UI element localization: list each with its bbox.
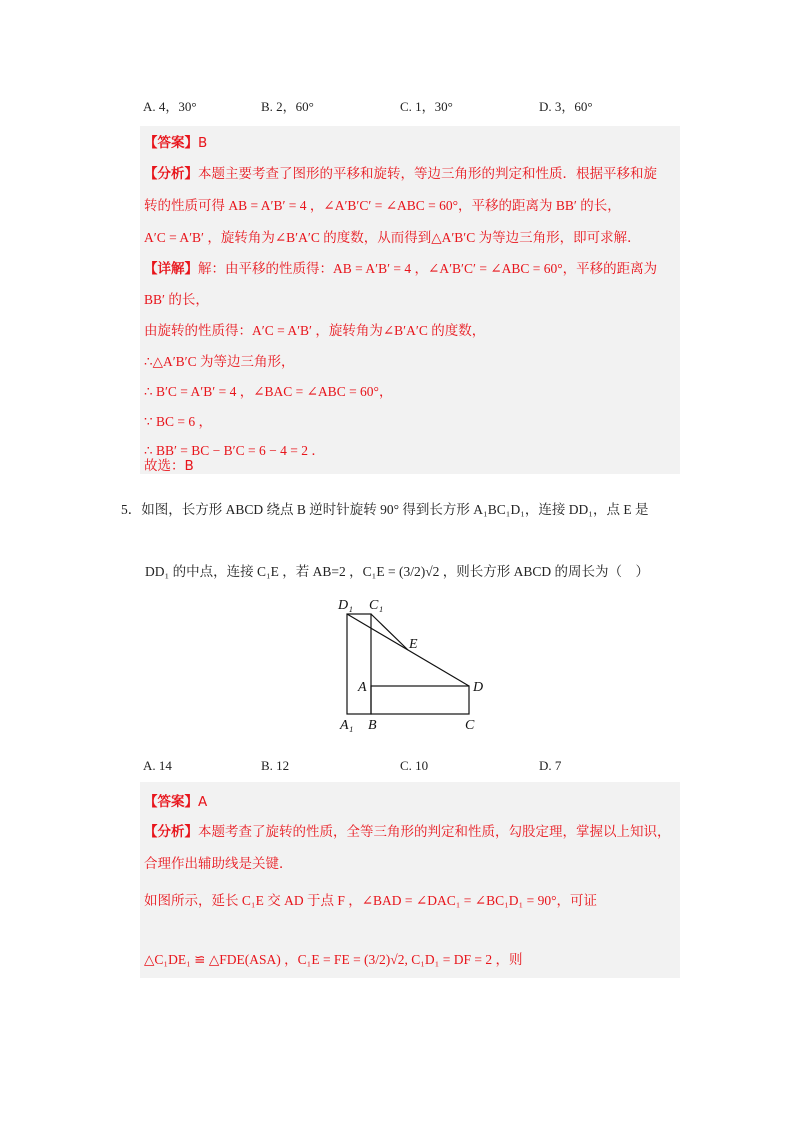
q4-option-b: B. 2，60° [261,99,314,114]
label-d: D [473,680,484,695]
q5-option-a: A. 14 [143,758,172,773]
rect-a1bc1d1 [347,614,371,714]
q4-choice: 故选：B [144,458,194,474]
q4-option-c: C. 1，30° [400,99,453,114]
q4-detail-line-7: ∴ BB′ = BC − B′C = 6 − 4 = 2 ． [144,443,325,458]
q4-detail-line-5: ∴ B′C = A′B′ = 4 ，∠BAC = ∠ABC = 60°， [144,384,393,399]
q4-detail-line-2: BB′ 的长， [144,292,209,307]
label-b: B [368,718,377,733]
q5-answer: 【答案】A [144,794,208,810]
q5-option-b: B. 12 [261,758,290,773]
q5-option-d: D. 7 [539,758,562,773]
q4-option-a: A. 4，30° [143,99,197,114]
label-c: C [465,718,475,733]
q4-analysis-line-2: 转的性质可得 AB = A′B′ = 4 ，∠A′B′C′ = ∠ABC = 60°，平移的距离为 BB′ 的长， [144,198,621,213]
q4-option-d: D. 3，60° [539,99,593,114]
rect-abcd [371,686,469,714]
q4-detail-line-1: 【详解】解：由平移的性质得：AB = A′B′ = 4 ，∠A′B′C′ = ∠ABC = 60°，平移的距离为 [144,261,658,277]
q4-answer: 【答案】B [144,135,208,151]
label-d1: D₁ [338,598,353,613]
q4-detail-line-4: ∴△A′B′C 为等边三角形， [144,354,295,369]
q5-stem-line-1: 5．如图，长方形 ABCD 绕点 B 逆时针旋转 90° 得到长方形 A₁BC₁D₁，连接 DD₁，点 E 是 [121,502,649,517]
q4-solution-box [140,126,680,474]
q4-analysis-line-3: A′C = A′B′ ，旋转角为∠B′A′C 的度数，从而得到△A′B′C 为等边三角形，即可求解． [144,230,641,245]
q4-detail-line-3: 由旋转的性质得：A′C = A′B′ ，旋转角为∠B′A′C 的度数， [144,323,486,338]
q5-option-c: C. 10 [400,758,429,773]
label-c1: C₁ [369,598,384,613]
label-a: A [358,680,367,695]
q5-solution-box [140,782,680,978]
label-a1: A₁ [340,718,354,733]
q5-options [143,758,663,780]
q4-options [143,96,663,120]
label-e: E [409,637,418,652]
q5-analysis-line-1: 【分析】本题考查了旋转的性质，全等三角形的判定和性质，勾股定理，掌握以上知识， [144,824,671,840]
q4-analysis-line-1: 【分析】本题主要考查了图形的平移和旋转，等边三角形的判定和性质．根据平移和旋 [144,166,657,182]
q5-figure [330,592,500,737]
q5-solution-line-3: 如图所示，延长 C₁E 交 AD 于点 F ，∠BAD = ∠DAC₁ = ∠BC₁D₁ = 90°，可证 [144,893,598,908]
q4-detail-line-6: ∵ BC = 6 ， [144,414,212,429]
q5-solution-line-4: △C₁DE₁ ≌ △FDE(ASA) ，C₁E = FE = (3/2)√2, C₁D₁ = DF = 2 ，则 [144,952,523,967]
q5-analysis-line-2: 合理作出辅助线是关键． [144,856,293,872]
q5-stem-line-2: DD₁ 的中点，连接 C₁E ，若 AB=2 ，C₁E = (3/2)√2 ，则长方形 ABCD 的周长为（ ） [145,564,650,579]
